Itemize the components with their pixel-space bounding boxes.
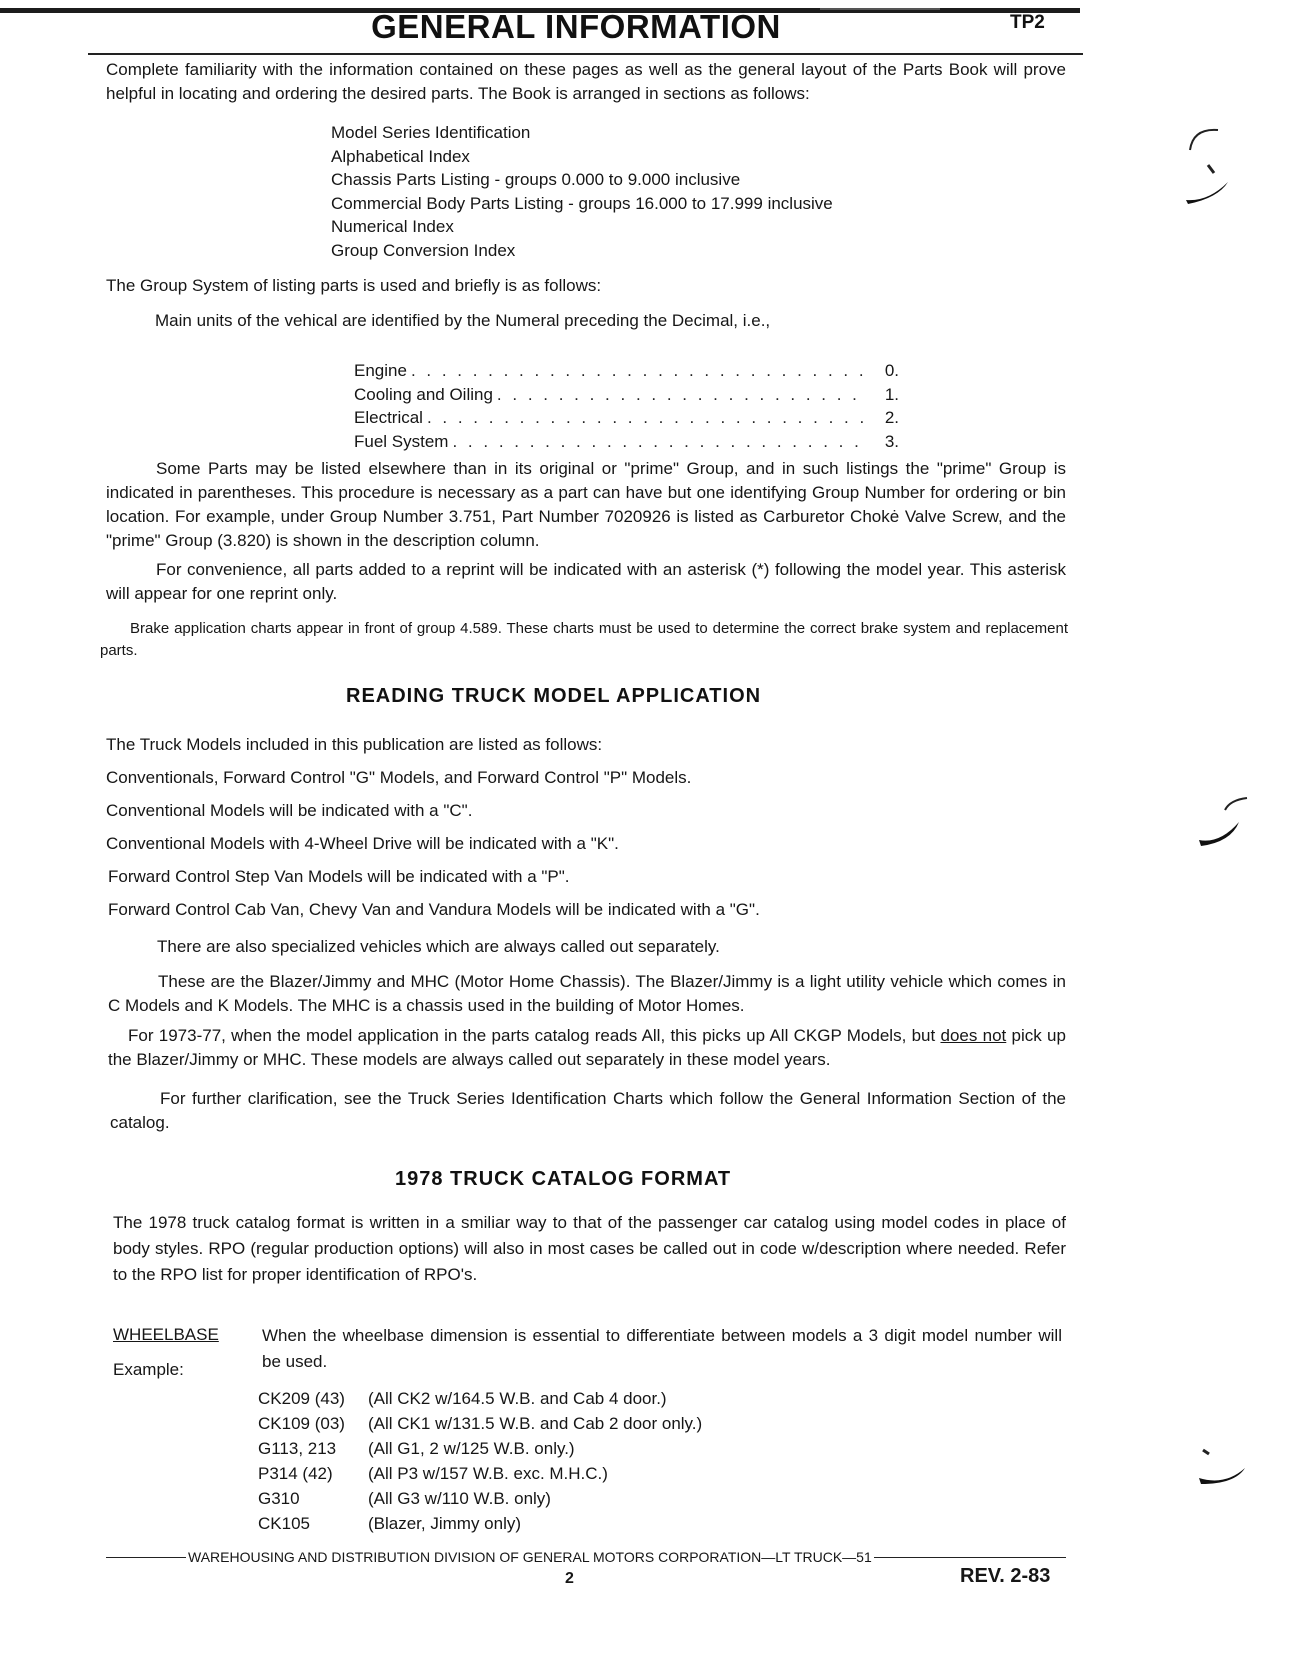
scan-mark-icon xyxy=(1178,120,1248,210)
page-code: TP2 xyxy=(1010,12,1045,33)
page-number: 2 xyxy=(565,1570,574,1587)
example-code: CK109 (03) xyxy=(258,1414,345,1433)
example-label: Example: xyxy=(113,1360,184,1379)
example-row xyxy=(258,1461,702,1486)
clarification-paragraph: For further clarification, see the Truck Series Identification Charts which follow the General Information Section of the catalog. xyxy=(110,1089,1066,1132)
example-code: P314 (42) xyxy=(258,1464,333,1483)
page-title: GENERAL INFORMATION xyxy=(371,8,781,45)
example-code: CK209 (43) xyxy=(258,1389,345,1408)
example-desc: (Blazer, Jimmy only) xyxy=(368,1514,522,1533)
unit-row xyxy=(354,406,899,430)
section-item: Commercial Body Parts Listing - groups 16.000 to 17.999 inclusive xyxy=(331,193,833,213)
example-row xyxy=(258,1411,702,1436)
leader-dots xyxy=(452,430,867,454)
unit-row xyxy=(354,359,899,383)
all-models-paragraph xyxy=(108,1024,1066,1072)
group-system-text: The Group System of listing parts is used and briefly is as follows: xyxy=(106,276,602,295)
prime-group-paragraph: Some Parts may be listed elsewhere than in its original or "prime" Group, and in such listings the "prime" Group is indicated in parentheses. This procedure is necessary as a part can have but one identifying Group Number for ordering or bin location. For example, under Group Number 3.751, Part Number 7020926 is listed as Carburetor Chokė Valve Screw, and the "prime" Group (3.820) is shown in the description column. xyxy=(106,459,1066,550)
scan-mark-icon xyxy=(1195,1420,1255,1500)
leader-dots xyxy=(427,406,867,430)
section-item: Model Series Identification xyxy=(331,123,531,142)
reading-line: Conventionals, Forward Control "G" Models, and Forward Control "P" Models. xyxy=(106,768,692,787)
section-item: Chassis Parts Listing - groups 0.000 to 9.000 inclusive xyxy=(331,170,741,189)
wheelbase-label: WHEELBASE xyxy=(113,1325,219,1344)
all-models-text-post: pick up the Blazer/Jimmy or MHC. These models are always called out separately in these model years. xyxy=(108,1026,1066,1069)
unit-row xyxy=(354,383,899,407)
does-not-emphasis: does not xyxy=(940,1026,1007,1045)
example-row xyxy=(258,1486,702,1511)
unit-name: Engine xyxy=(354,361,407,380)
unit-name: Cooling and Oiling xyxy=(354,384,493,404)
example-code: G310 xyxy=(258,1489,300,1508)
example-row xyxy=(258,1511,702,1536)
example-code: CK105 xyxy=(258,1514,310,1533)
leader-dots xyxy=(411,359,867,383)
example-list xyxy=(258,1386,702,1536)
reading-line: Conventional Models will be indicated with a "C". xyxy=(106,801,473,820)
unit-number: 2. xyxy=(884,408,899,427)
example-code: G113, 213 xyxy=(258,1439,337,1458)
revision-label: REV. 2-83 xyxy=(960,1565,1051,1587)
unit-number: 3. xyxy=(884,431,899,451)
example-desc: (All G1, 2 w/125 W.B. only.) xyxy=(368,1439,575,1458)
section-item: Group Conversion Index xyxy=(331,240,516,260)
unit-row xyxy=(354,430,899,454)
main-units-text: Main units of the vehical are identified by the Numeral preceding the Decimal, i.e., xyxy=(155,311,771,330)
unit-number: 1. xyxy=(884,384,899,404)
format-paragraph: The 1978 truck catalog format is written in a smiliar way to that of the passenger car catalog using model codes in place of body styles. RPO (regular production options) will also in most cases be called out in code w/description where needed. Refer to the RPO list for proper identification of RPO's. xyxy=(113,1213,1066,1284)
footer-rule-right xyxy=(874,1557,1066,1558)
reading-heading: READING TRUCK MODEL APPLICATION xyxy=(346,685,762,707)
reading-line: Forward Control Step Van Models will be indicated with a "P". xyxy=(108,867,570,886)
blazer-paragraph: These are the Blazer/Jimmy and MHC (Motor Home Chassis). The Blazer/Jimmy is a light utility vehicle which comes in C Models and K Models. The MHC is a chassis used in the building of Motor Homes. xyxy=(108,972,1066,1015)
specialized-text: There are also specialized vehicles which are always called out separately. xyxy=(157,937,720,956)
scan-mark-icon xyxy=(1195,780,1255,860)
format-heading: 1978 TRUCK CATALOG FORMAT xyxy=(395,1168,732,1190)
reading-line: Conventional Models with 4-Wheel Drive will be indicated with a "K". xyxy=(106,834,619,853)
brake-paragraph: Brake application charts appear in front of group 4.589. These charts must be used to determine the correct brake system and replacement parts. xyxy=(100,620,1068,659)
section-item: Alphabetical Index xyxy=(331,146,470,166)
reading-line: The Truck Models included in this publication are listed as follows: xyxy=(106,735,603,754)
footer-rule-left xyxy=(106,1557,186,1558)
unit-number: 0. xyxy=(884,361,899,380)
example-row xyxy=(258,1436,702,1461)
units-list xyxy=(354,359,899,453)
wheelbase-description: When the wheelbase dimension is essential to differentiate between models a 3 digit model number will be used. xyxy=(262,1326,1062,1371)
header-rule xyxy=(88,53,1083,55)
example-desc: (All P3 w/157 W.B. exc. M.H.C.) xyxy=(368,1464,608,1483)
leader-dots xyxy=(497,383,867,407)
example-desc: (All CK1 w/131.5 W.B. and Cab 2 door only.) xyxy=(368,1414,703,1433)
asterisk-paragraph: For convenience, all parts added to a reprint will be indicated with an asterisk (*) following the model year. This asterisk will appear for one reprint only. xyxy=(106,560,1066,603)
example-desc: (All G3 w/110 W.B. only) xyxy=(368,1489,551,1508)
example-row xyxy=(258,1386,702,1411)
intro-paragraph: Complete familiarity with the information contained on these pages as well as the general layout of the Parts Book will prove helpful in locating and ordering the desired parts. The Book is arranged in sections as follows: xyxy=(106,60,1066,103)
all-models-text-pre: For 1973-77, when the model application in the parts catalog reads All, this picks up All CKGP Models, but xyxy=(128,1026,936,1045)
section-list xyxy=(331,121,833,262)
header-top-rule-thin xyxy=(820,8,940,10)
reading-line: Forward Control Cab Van, Chevy Van and Vandura Models will be indicated with a "G". xyxy=(108,900,760,919)
footer xyxy=(106,1549,1066,1565)
unit-name: Fuel System xyxy=(354,431,449,451)
unit-name: Electrical xyxy=(354,408,423,427)
footer-text: WAREHOUSING AND DISTRIBUTION DIVISION OF GENERAL MOTORS CORPORATION—LT TRUCK—51 xyxy=(188,1549,872,1565)
example-desc: (All CK2 w/164.5 W.B. and Cab 4 door.) xyxy=(368,1389,667,1408)
section-item: Numerical Index xyxy=(331,217,454,236)
